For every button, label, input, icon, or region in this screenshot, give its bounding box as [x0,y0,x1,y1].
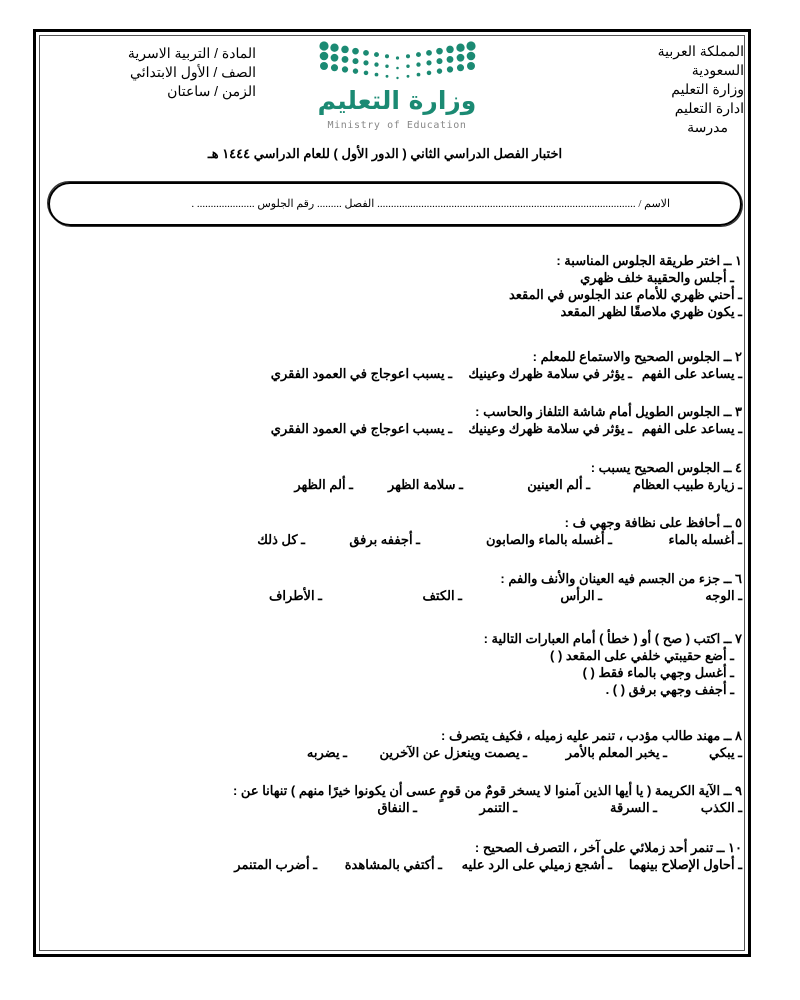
logo-dot [416,62,420,66]
logo-dot [457,64,464,71]
question-option[interactable]: ـ يخبر المعلم بالأمر [565,745,667,760]
logo-dot [446,46,453,53]
header-subject-info [56,44,256,101]
question-stem: ٩ ــ الآية الكريمة ( يا أيها الذين آمنوا لا يسخر قومٌ من قومٍ عسى أن يكونوا خيرًا منهم ) تنهانا عن : [232,783,742,798]
logo-dot [436,58,442,64]
question-option[interactable]: ـ الرأس [560,588,602,603]
logo-dot [352,48,359,55]
question-options [102,531,742,548]
question-option[interactable]: ـ أغسله بالماء والصابون [485,532,612,547]
question-stem: ١ ــ اختر طريقة الجلوس المناسبة : [556,253,742,268]
question-stem: ٨ ــ مهند طالب مؤدب ، تنمر عليه زميله ، فكيف يتصرف : [441,728,742,743]
question-option[interactable]: ـ أجففه برفق [349,532,420,547]
logo-dot [457,54,465,62]
logo-dot [426,60,431,65]
question-options [102,476,742,493]
logo-dot [436,48,443,55]
question-option[interactable]: ـ أحاول الإصلاح بينهما [628,857,742,872]
question-options [102,744,742,761]
question-stem: ٣ ــ الجلوس الطويل أمام شاشة التلفاز والحاسب : [475,404,742,419]
logo-dot [364,71,369,76]
question-4 [102,459,742,493]
question-option[interactable]: ـ أغسله بالماء [668,532,742,547]
question-option[interactable]: ـ كل ذلك [257,532,305,547]
header-institution [658,42,744,137]
question-options [102,420,742,437]
logo-dot [363,50,369,56]
question-option[interactable]: ـ يساعد على الفهم [641,421,742,436]
logo-dot [427,71,432,76]
logo-dot [353,68,358,73]
logo-english-text: Ministry of Education [327,120,467,131]
logo-dot [342,56,349,63]
question-option[interactable]: ـ الوجه [705,588,742,603]
question-stem: ١٠ ــ تنمر أحد زملائي على آخر ، التصرف الصحيح : [474,840,742,855]
question-option[interactable]: ـ ألم العينين [527,477,590,492]
page-border [33,29,751,957]
logo-dot [319,41,328,50]
question-option[interactable]: ـ أجفف وجهي برفق ( ) . [605,682,734,697]
logo-dot [456,44,464,52]
question-6 [102,570,742,604]
logo-dot [447,66,453,72]
question-10 [102,839,742,873]
question-stem: ٥ ــ أحافظ على نظافة وجهي ف : [564,515,742,530]
logo-dot [320,52,329,61]
header-school: مدرسة [687,119,728,135]
logo-dot [342,66,348,72]
logo-dot [396,77,398,79]
question-option[interactable]: ـ يكون ظهري ملاصقًا لظهر المقعد [560,304,742,319]
question-options [102,856,742,873]
header-duration: الزمن / ساعتان [167,83,256,99]
question-2 [102,348,742,382]
logo-dot [426,50,432,56]
question-options [102,365,742,382]
logo-dot [417,73,421,77]
logo-dot [374,52,379,57]
question-option[interactable]: ـ الأطراف [268,588,322,603]
question-stem: ٢ ــ الجلوس الصحيح والاستماع للمعلم : [532,349,742,364]
logo-dot [447,56,454,63]
question-option[interactable]: ـ التنمر [479,800,517,815]
logo-dot [467,62,475,70]
student-info-box [48,182,742,226]
question-option[interactable]: ـ يؤثر في سلامة ظهرك وعينيك [468,421,632,436]
question-stem: ٧ ــ اكتب ( صح ) أو ( خطأ ) أمام العبارات التالية : [483,631,742,646]
header-kingdom: المملكة العربية [657,43,744,59]
student-info-line[interactable]: الاسم / .............................................................................................. الفصل ......... رقم الجلوس ..................... . [191,198,670,210]
question-option[interactable]: ـ الكتف [422,588,462,603]
logo-dot [331,64,338,71]
logo-dot [363,60,368,65]
question-option[interactable]: ـ يضربه [306,745,347,760]
question-options [102,587,742,604]
logo-dot [320,62,328,70]
header-grade: الصف / الأول الابتدائي [130,64,256,80]
question-option[interactable]: ـ يؤثر في سلامة ظهرك وعينيك [468,366,632,381]
logo-dot [407,75,410,78]
logo-dot [385,65,388,68]
question-3 [102,403,742,437]
logo-dot [330,44,338,52]
logo-dot [352,58,358,64]
logo-dots-icon [312,38,482,84]
question-5 [102,514,742,548]
question-option[interactable]: ـ يسبب اعوجاج في العمود الفقري [270,421,452,436]
logo-dot [396,67,399,70]
question-option[interactable]: ـ زيارة طبيب العظام [632,477,742,492]
question-option[interactable]: ـ سلامة الظهر [387,477,463,492]
logo-dot [437,68,442,73]
header-directorate: ادارة التعليم [674,100,744,116]
header-subject: المادة / التربية الاسرية [127,45,256,61]
question-option[interactable]: ـ ألم الظهر [294,477,353,492]
question-8 [102,727,742,761]
question-option[interactable]: ـ أحني ظهري للأمام عند الجلوس في المقعد [508,287,742,302]
header-country: السعودية [691,62,744,78]
question-stem: ٦ ــ جزء من الجسم فيه العينان والأنف والفم : [500,571,742,586]
logo-dot [331,54,339,62]
logo-dot [341,46,348,53]
ministry-logo [312,38,482,134]
question-option[interactable]: ـ النفاق [377,800,417,815]
question-9 [102,782,742,816]
question-1 [102,252,742,320]
question-option[interactable]: ـ يسبب اعوجاج في العمود الفقري [270,366,452,381]
question-option[interactable]: ـ يبكي [709,745,742,760]
question-option[interactable]: ـ يساعد على الفهم [641,366,742,381]
question-option[interactable]: ـ الكذب [700,800,742,815]
logo-dot [386,75,389,78]
logo-arabic-text: وزارة التعليم [317,86,477,115]
logo-dot [385,54,389,58]
question-option[interactable]: ـ أضع حقيبتي خلفي على المقعد ( ) [550,648,734,663]
question-option[interactable]: ـ أشجع زميلي على الرد عليه [461,857,612,872]
logo-dot [406,65,409,68]
logo-dot [467,52,476,61]
question-stem: ٤ ــ الجلوس الصحيح يسبب : [590,460,742,475]
question-options [102,799,742,816]
question-option[interactable]: ـ أضرب المتنمر [234,857,317,872]
question-option[interactable]: ـ أكتفي بالمشاهدة [344,857,442,872]
logo-dot [375,73,379,77]
logo-dot [406,54,410,58]
question-7 [102,630,742,698]
header-ministry: وزارة التعليم [671,81,744,97]
logo-dot [396,56,399,59]
logo-dot [374,62,378,66]
exam-title: اختبار الفصل الدراسي الثاني ( الدور الأول ) للعام الدراسي ١٤٤٤ هـ [207,146,563,161]
logo-dot [466,41,475,50]
question-option[interactable]: ـ السرقة [610,800,657,815]
logo-dot [416,52,421,57]
question-option[interactable]: ـ يصمت وينعزل عن الآخرين [379,745,527,760]
question-option[interactable]: ـ أجلس والحقيبة خلف ظهري [580,270,734,285]
question-option[interactable]: ـ أغسل وجهي بالماء فقط ( ) [582,665,734,680]
